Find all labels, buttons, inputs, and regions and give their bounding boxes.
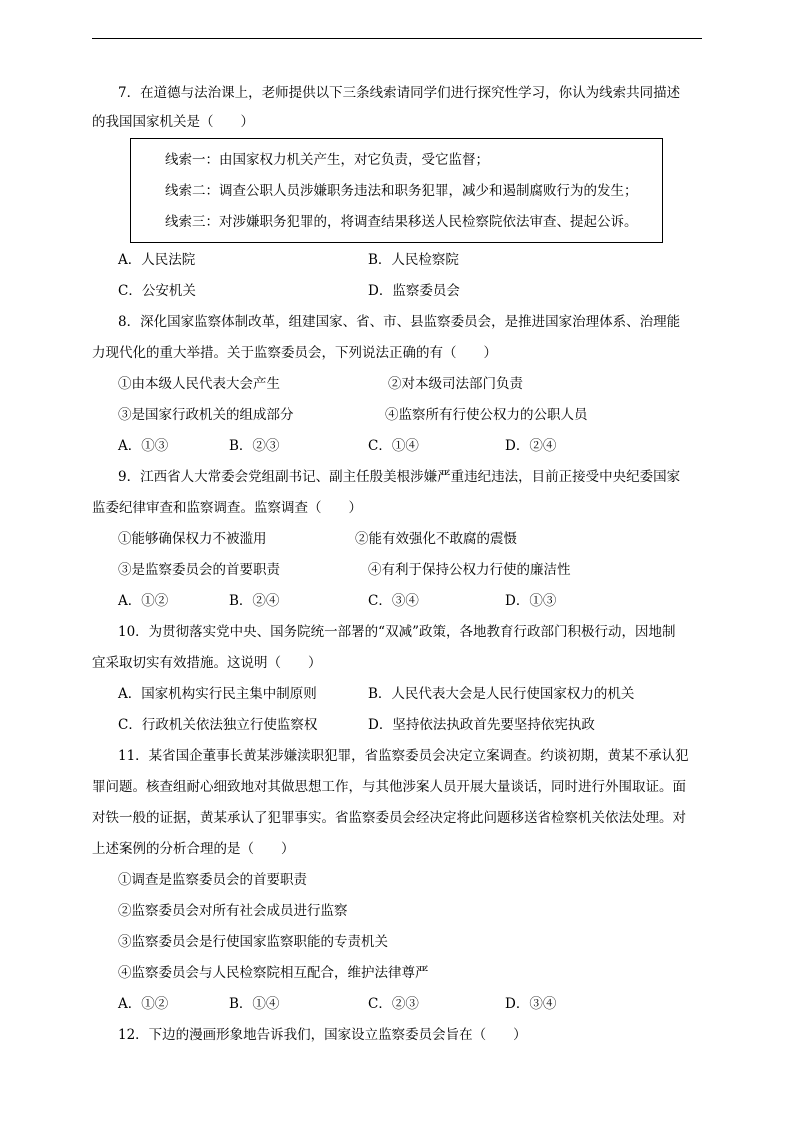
q9-item-3: ③是监察委员会的首要职责 bbox=[118, 562, 280, 578]
q9-stem-line-1: 9．江西省人大常委会党组副书记、副主任殷美根涉嫌严重违纪违法，目前正接受中央纪委国家 bbox=[118, 469, 681, 485]
q9-item-1: ①能够确保权力不被滥用 bbox=[118, 531, 267, 547]
q11-option-a[interactable]: A．①② bbox=[118, 996, 169, 1012]
q10-stem-line-2: 宜采取切实有效措施。这说明（ ） bbox=[92, 655, 322, 671]
q12-stem-line-1: 12．下边的漫画形象地告诉我们，国家设立监察委员会旨在（ ） bbox=[118, 1027, 527, 1043]
q9-option-a[interactable]: A．①② bbox=[118, 593, 169, 609]
q9-option-b[interactable]: B．②④ bbox=[229, 593, 280, 609]
q9-option-c[interactable]: C．③④ bbox=[368, 593, 419, 609]
q9-item-2: ②能有效强化不敢腐的震慑 bbox=[355, 531, 517, 547]
q11-stem-line-2: 罪问题。核查组耐心细致地对其做思想工作，与其他涉案人员开展大量谈话，同时进行外围取证。面 bbox=[92, 779, 686, 795]
q11-item-3: ③监察委员会是行使国家监察职能的专责机关 bbox=[118, 934, 388, 950]
q11-item-4: ④监察委员会与人民检察院相互配合，维护法律尊严 bbox=[118, 965, 429, 981]
q7-stem-line-1: 7．在道德与法治课上，老师提供以下三条线索请同学们进行探究性学习，你认为线索共同描述 bbox=[118, 85, 681, 101]
q7-clue-1: 线索一：由国家权力机关产生，对它负责，受它监督； bbox=[165, 152, 489, 168]
q8-option-b[interactable]: B．②③ bbox=[229, 438, 280, 454]
q7-option-d[interactable]: D．监察委员会 bbox=[368, 283, 460, 299]
q11-stem-line-3: 对铁一般的证据，黄某承认了犯罪事实。省监察委员会经决定将此问题移送省检察机关依法处理。对 bbox=[92, 810, 686, 826]
q10-option-a[interactable]: A．国家机构实行民主集中制原则 bbox=[118, 686, 317, 702]
q9-item-4: ④有利于保持公权力行使的廉洁性 bbox=[368, 562, 571, 578]
q11-stem-line-4: 上述案例的分析合理的是（ ） bbox=[92, 841, 295, 857]
q11-option-b[interactable]: B．①④ bbox=[229, 996, 280, 1012]
q7-clue-2: 线索二：调查公职人员涉嫌职务违法和职务犯罪，减少和遏制腐败行为的发生； bbox=[165, 183, 638, 199]
q8-option-a[interactable]: A．①③ bbox=[118, 438, 169, 454]
q8-item-2: ②对本级司法部门负责 bbox=[388, 376, 523, 392]
q8-option-c[interactable]: C．①④ bbox=[368, 438, 419, 454]
q8-stem-line-1: 8．深化国家监察体制改革，组建国家、省、市、县监察委员会，是推进国家治理体系、治理能 bbox=[118, 314, 681, 330]
q11-item-1: ①调查是监察委员会的首要职责 bbox=[118, 872, 307, 888]
q9-stem-line-2: 监委纪律审查和监察调查。监察调查（ ） bbox=[92, 500, 362, 516]
q8-stem-line-2: 力现代化的重大举措。关于监察委员会，下列说法正确的有（ ） bbox=[92, 345, 497, 361]
q9-option-d[interactable]: D．①③ bbox=[505, 593, 557, 609]
q10-stem-line-1: 10．为贯彻落实党中央、国务院统一部署的“双减”政策，各地教育行政部门积极行动，因地制 bbox=[118, 624, 676, 640]
q8-item-3: ③是国家行政机关的组成部分 bbox=[118, 407, 294, 423]
q11-item-2: ②监察委员会对所有社会成员进行监察 bbox=[118, 903, 348, 919]
q7-option-a[interactable]: A．人民法院 bbox=[118, 252, 196, 268]
q11-option-c[interactable]: C．②③ bbox=[368, 996, 419, 1012]
q10-option-c[interactable]: C．行政机关依法独立行使监察权 bbox=[118, 717, 318, 733]
q11-stem-line-1: 11．某省国企董事长黄某涉嫌渎职犯罪，省监察委员会决定立案调查。约谈初期，黄某不承认犯 bbox=[118, 748, 689, 764]
q8-item-1: ①由本级人民代表大会产生 bbox=[118, 376, 280, 392]
q10-option-d[interactable]: D．坚持依法执政首先要坚持依宪执政 bbox=[368, 717, 595, 733]
q11-option-d[interactable]: D．③④ bbox=[505, 996, 557, 1012]
q10-option-b[interactable]: B．人民代表大会是人民行使国家权力的机关 bbox=[368, 686, 635, 702]
q7-option-b[interactable]: B．人民检察院 bbox=[368, 252, 459, 268]
header-rule bbox=[92, 38, 702, 39]
q8-option-d[interactable]: D．②④ bbox=[505, 438, 557, 454]
q8-item-4: ④监察所有行使公权力的公职人员 bbox=[385, 407, 588, 423]
q7-clue-3: 线索三：对涉嫌职务犯罪的，将调查结果移送人民检察院依法审查、提起公诉。 bbox=[165, 214, 638, 230]
q7-option-c[interactable]: C．公安机关 bbox=[118, 283, 196, 299]
q7-stem-line-2: 的我国国家机关是（ ） bbox=[92, 114, 254, 130]
